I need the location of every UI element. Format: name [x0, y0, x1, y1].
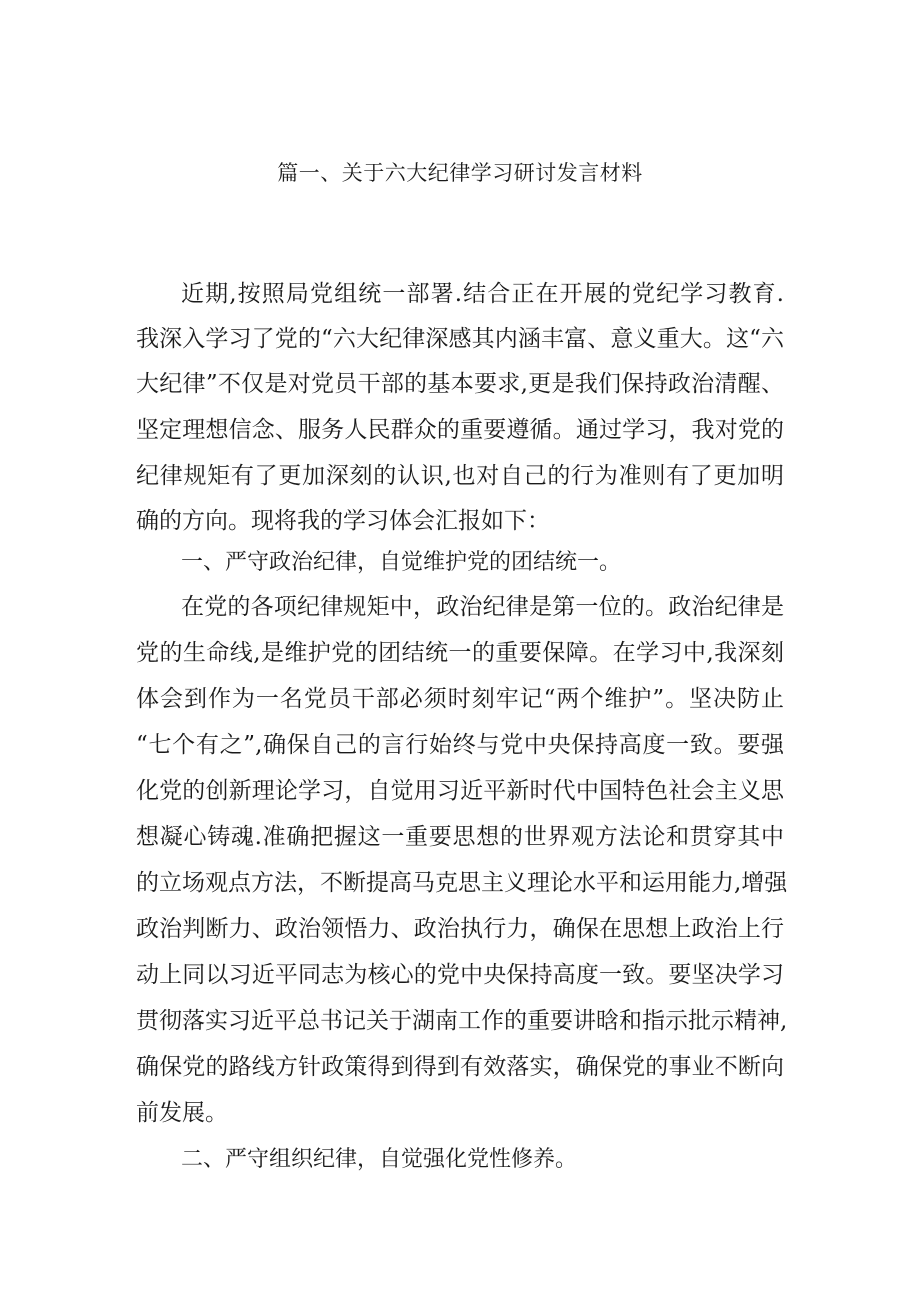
section-2-heading: 二、严守组织纪律，自觉强化党性修养。	[181, 1147, 578, 1172]
intro-line-3: 大纪律”不仅是对党员干部的基本要求,更是我们保持政治清醒、	[136, 371, 784, 397]
section-1-line-12: 前发展。	[136, 1100, 228, 1126]
intro-line-5: 纪律规矩有了更加深刻的认识,也对自己的行为准则有了更加明	[136, 463, 784, 489]
intro-line-2: 我深入学习了党的“六大纪律深感其内涵丰富、意义重大。这“六	[136, 326, 784, 352]
section-1-line-5: 化党的创新理论学习，自觉用习近平新时代中国特色社会主义思	[136, 778, 784, 804]
intro-line-1: 近期,按照局党组统一部署.结合正在开展的党纪学习教育.	[181, 281, 784, 307]
section-1-line-10: 贯彻落实习近平总书记关于湖南工作的重要讲晗和指示批示精神,	[136, 1008, 788, 1034]
document-title: 篇一、关于六大纪律学习研讨发言材料	[277, 161, 643, 185]
section-1-line-1: 在党的各项纪律规矩中，政治纪律是第一位的。政治纪律是	[181, 594, 784, 620]
section-1-line-3: 体会到作为一名党员干部必须时刻牢记“两个维护”。坚决防止	[136, 686, 784, 712]
section-1-line-7: 的立场观点方法，不断提高马克思主义理论水平和运用能力,增强	[136, 870, 788, 896]
section-1-heading: 一、严守政治纪律，自觉维护党的团结统一。	[181, 550, 622, 575]
intro-line-6: 确的方向。现将我的学习体会汇报如下：	[136, 508, 550, 534]
section-1-line-9: 动上同以习近平同志为核心的党中央保持高度一致。要坚决学习	[136, 962, 784, 988]
section-1-line-6: 想凝心铸魂.准确把握这一重要思想的世界观方法论和贯穿其中	[136, 824, 784, 850]
intro-line-4: 坚定理想信念、服务人民群众的重要遵循。通过学习，我对党的	[136, 417, 784, 443]
section-1-line-2: 党的生命线,是维护党的团结统一的重要保障。在学习中,我深刻	[136, 640, 784, 666]
section-1-line-8: 政治判断力、政治领悟力、政治执行力，确保在思想上政治上行	[136, 916, 784, 942]
section-1-line-11: 确保党的路线方针政策得到得到有效落实，确保党的事业不断向	[136, 1054, 784, 1080]
section-1-line-4: “七个有之”,确保自己的言行始终与党中央保持高度一致。要强	[136, 732, 784, 758]
